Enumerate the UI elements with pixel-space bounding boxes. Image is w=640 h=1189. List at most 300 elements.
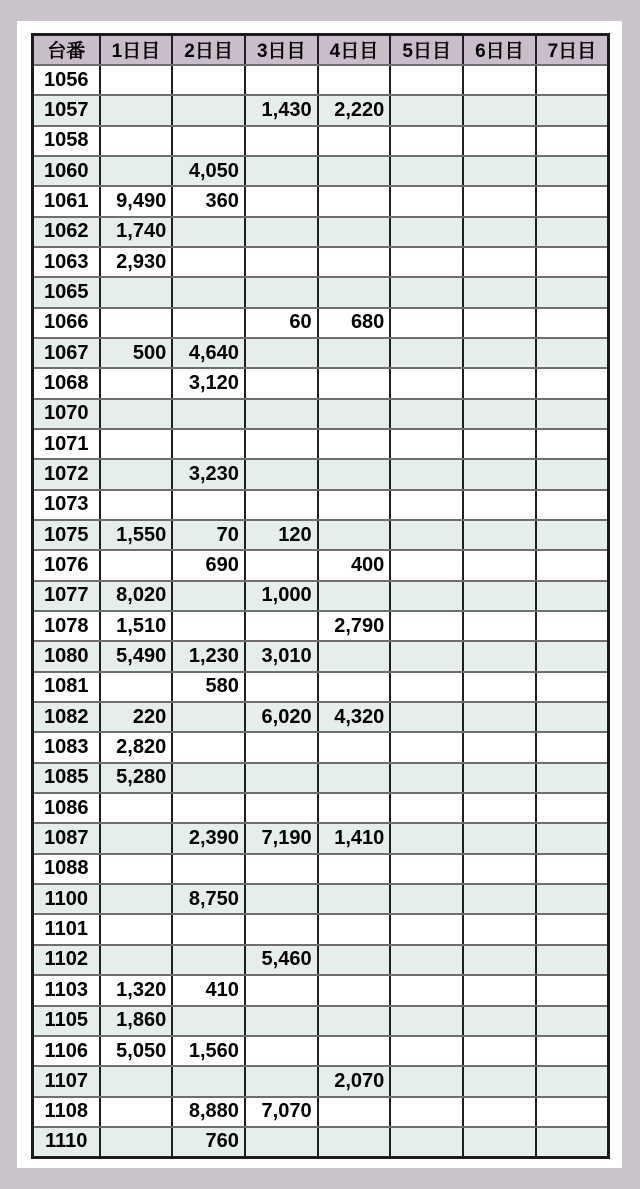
value-cell-day-5: [390, 277, 463, 307]
value-cell-day-2: [172, 126, 245, 156]
value-cell-day-4: [318, 641, 391, 671]
column-header-day-7: 7日目: [536, 35, 609, 65]
value-cell-day-4: [318, 763, 391, 793]
value-cell-day-3: 1,430: [245, 95, 318, 125]
value-cell-day-5: [390, 732, 463, 762]
value-cell-day-1: [100, 156, 173, 186]
value-cell-day-3: [245, 490, 318, 520]
value-cell-day-4: [318, 429, 391, 459]
value-cell-day-5: [390, 186, 463, 216]
table-row: [33, 1127, 609, 1157]
value-cell-day-4: [318, 1127, 391, 1157]
value-cell-day-3: 7,070: [245, 1097, 318, 1127]
value-cell-day-4: 4,320: [318, 702, 391, 732]
value-cell-day-1: 5,280: [100, 763, 173, 793]
machine-number-cell: 1058: [33, 126, 100, 156]
table-row: [33, 793, 609, 823]
machine-number-cell: 1086: [33, 793, 100, 823]
value-cell-day-6: [463, 520, 536, 550]
table-row: [33, 65, 609, 95]
value-cell-day-5: [390, 217, 463, 247]
value-cell-day-6: [463, 914, 536, 944]
value-cell-day-3: [245, 156, 318, 186]
machine-number-cell: 1057: [33, 95, 100, 125]
table-row: [33, 1036, 609, 1066]
value-cell-day-3: [245, 975, 318, 1005]
value-cell-day-6: [463, 399, 536, 429]
value-cell-day-6: [463, 429, 536, 459]
value-cell-day-2: [172, 429, 245, 459]
value-cell-day-3: 120: [245, 520, 318, 550]
value-cell-day-2: [172, 95, 245, 125]
value-cell-day-3: 60: [245, 308, 318, 338]
table-row: [33, 338, 609, 368]
machine-number-cell: 1060: [33, 156, 100, 186]
value-cell-day-2: [172, 793, 245, 823]
value-cell-day-3: [245, 217, 318, 247]
value-cell-day-4: 680: [318, 308, 391, 338]
value-cell-day-1: [100, 1127, 173, 1157]
value-cell-day-6: [463, 550, 536, 580]
machine-number-cell: 1070: [33, 399, 100, 429]
value-cell-day-6: [463, 581, 536, 611]
table-row: [33, 975, 609, 1005]
machine-number-cell: 1072: [33, 459, 100, 489]
table-row: [33, 95, 609, 125]
value-cell-day-4: [318, 793, 391, 823]
machine-number-cell: 1083: [33, 732, 100, 762]
value-cell-day-4: 2,790: [318, 611, 391, 641]
value-cell-day-7: [536, 95, 609, 125]
machine-number-cell: 1088: [33, 854, 100, 884]
value-cell-day-6: [463, 1097, 536, 1127]
table-row: [33, 1066, 609, 1096]
table-row: [33, 126, 609, 156]
value-cell-day-3: 3,010: [245, 641, 318, 671]
value-cell-day-1: [100, 945, 173, 975]
value-cell-day-2: 690: [172, 550, 245, 580]
value-cell-day-6: [463, 338, 536, 368]
value-cell-day-3: [245, 429, 318, 459]
value-cell-day-7: [536, 914, 609, 944]
value-cell-day-7: [536, 884, 609, 914]
value-cell-day-1: [100, 793, 173, 823]
value-cell-day-3: [245, 672, 318, 702]
value-cell-day-4: [318, 247, 391, 277]
value-cell-day-5: [390, 1006, 463, 1036]
value-cell-day-2: 3,120: [172, 368, 245, 398]
value-cell-day-7: [536, 126, 609, 156]
value-cell-day-4: [318, 1097, 391, 1127]
value-cell-day-7: [536, 672, 609, 702]
column-header-day-2: 2日目: [172, 35, 245, 65]
value-cell-day-1: [100, 884, 173, 914]
value-cell-day-3: [245, 126, 318, 156]
value-cell-day-2: [172, 914, 245, 944]
value-cell-day-1: 1,860: [100, 1006, 173, 1036]
value-cell-day-1: 2,930: [100, 247, 173, 277]
value-cell-day-2: [172, 945, 245, 975]
value-cell-day-7: [536, 641, 609, 671]
value-cell-day-2: [172, 581, 245, 611]
value-cell-day-7: [536, 277, 609, 307]
value-cell-day-2: 3,230: [172, 459, 245, 489]
value-cell-day-6: [463, 732, 536, 762]
value-cell-day-1: [100, 126, 173, 156]
value-cell-day-7: [536, 65, 609, 95]
value-cell-day-6: [463, 368, 536, 398]
value-cell-day-1: [100, 368, 173, 398]
value-cell-day-4: 2,220: [318, 95, 391, 125]
value-cell-day-5: [390, 1127, 463, 1157]
value-cell-day-2: 1,230: [172, 641, 245, 671]
value-cell-day-1: [100, 399, 173, 429]
value-cell-day-3: [245, 1036, 318, 1066]
value-cell-day-4: [318, 490, 391, 520]
machine-number-cell: 1062: [33, 217, 100, 247]
machine-number-cell: 1102: [33, 945, 100, 975]
value-cell-day-6: [463, 763, 536, 793]
value-cell-day-1: [100, 95, 173, 125]
value-cell-day-4: [318, 217, 391, 247]
value-cell-day-5: [390, 884, 463, 914]
value-cell-day-5: [390, 399, 463, 429]
value-cell-day-2: 580: [172, 672, 245, 702]
table-row: [33, 247, 609, 277]
value-cell-day-5: [390, 65, 463, 95]
value-cell-day-2: [172, 611, 245, 641]
value-cell-day-3: [245, 459, 318, 489]
table-row: [33, 884, 609, 914]
value-cell-day-1: [100, 854, 173, 884]
machine-number-cell: 1056: [33, 65, 100, 95]
value-cell-day-6: [463, 854, 536, 884]
value-cell-day-4: 400: [318, 550, 391, 580]
value-cell-day-6: [463, 611, 536, 641]
value-cell-day-2: [172, 399, 245, 429]
machine-number-cell: 1077: [33, 581, 100, 611]
table-row: [33, 399, 609, 429]
table-row: [33, 1006, 609, 1036]
value-cell-day-7: [536, 338, 609, 368]
value-cell-day-2: 70: [172, 520, 245, 550]
column-header-day-3: 3日目: [245, 35, 318, 65]
content-panel: [17, 21, 622, 1168]
value-cell-day-3: [245, 914, 318, 944]
table-header: [33, 35, 609, 65]
value-cell-day-7: [536, 1036, 609, 1066]
value-cell-day-3: [245, 884, 318, 914]
value-cell-day-7: [536, 368, 609, 398]
value-cell-day-1: 2,820: [100, 732, 173, 762]
value-cell-day-7: [536, 520, 609, 550]
machine-number-cell: 1071: [33, 429, 100, 459]
value-cell-day-4: [318, 945, 391, 975]
value-cell-day-6: [463, 156, 536, 186]
value-cell-day-5: [390, 975, 463, 1005]
value-cell-day-7: [536, 459, 609, 489]
value-cell-day-7: [536, 186, 609, 216]
value-cell-day-7: [536, 308, 609, 338]
value-cell-day-5: [390, 945, 463, 975]
value-cell-day-1: [100, 1066, 173, 1096]
machine-number-cell: 1080: [33, 641, 100, 671]
value-cell-day-5: [390, 702, 463, 732]
value-cell-day-7: [536, 217, 609, 247]
value-cell-day-5: [390, 581, 463, 611]
value-cell-day-6: [463, 672, 536, 702]
value-cell-day-2: [172, 247, 245, 277]
value-cell-day-1: 1,320: [100, 975, 173, 1005]
value-cell-day-2: 1,560: [172, 1036, 245, 1066]
value-cell-day-2: 2,390: [172, 823, 245, 853]
machine-number-cell: 1061: [33, 186, 100, 216]
value-cell-day-6: [463, 1066, 536, 1096]
value-cell-day-2: [172, 854, 245, 884]
value-cell-day-1: 500: [100, 338, 173, 368]
table-row: [33, 217, 609, 247]
value-cell-day-2: 8,750: [172, 884, 245, 914]
value-cell-day-4: [318, 581, 391, 611]
value-cell-day-1: 1,510: [100, 611, 173, 641]
value-cell-day-6: [463, 1006, 536, 1036]
value-cell-day-3: [245, 763, 318, 793]
value-cell-day-5: [390, 914, 463, 944]
value-cell-day-6: [463, 884, 536, 914]
value-cell-day-7: [536, 793, 609, 823]
value-cell-day-7: [536, 490, 609, 520]
machine-number-cell: 1107: [33, 1066, 100, 1096]
value-cell-day-3: [245, 247, 318, 277]
machine-number-cell: 1100: [33, 884, 100, 914]
value-cell-day-7: [536, 1097, 609, 1127]
value-cell-day-5: [390, 156, 463, 186]
value-cell-day-4: [318, 975, 391, 1005]
column-header-machine: 台番: [33, 35, 100, 65]
value-cell-day-6: [463, 1036, 536, 1066]
value-cell-day-1: [100, 308, 173, 338]
value-cell-day-5: [390, 672, 463, 702]
value-cell-day-2: [172, 732, 245, 762]
value-cell-day-2: [172, 763, 245, 793]
value-cell-day-1: [100, 429, 173, 459]
column-header-day-1: 1日目: [100, 35, 173, 65]
value-cell-day-7: [536, 732, 609, 762]
value-cell-day-6: [463, 65, 536, 95]
value-cell-day-2: [172, 702, 245, 732]
machine-number-cell: 1082: [33, 702, 100, 732]
machine-number-cell: 1105: [33, 1006, 100, 1036]
value-cell-day-5: [390, 429, 463, 459]
machine-number-cell: 1066: [33, 308, 100, 338]
value-cell-day-4: [318, 338, 391, 368]
value-cell-day-6: [463, 1127, 536, 1157]
value-cell-day-3: [245, 186, 318, 216]
value-cell-day-1: 1,550: [100, 520, 173, 550]
table-row: [33, 490, 609, 520]
value-cell-day-1: [100, 65, 173, 95]
value-cell-day-7: [536, 429, 609, 459]
value-cell-day-6: [463, 308, 536, 338]
value-cell-day-4: [318, 399, 391, 429]
value-cell-day-6: [463, 126, 536, 156]
value-cell-day-2: [172, 308, 245, 338]
value-cell-day-7: [536, 975, 609, 1005]
value-cell-day-4: [318, 1006, 391, 1036]
machine-number-cell: 1085: [33, 763, 100, 793]
machine-number-cell: 1073: [33, 490, 100, 520]
machine-number-cell: 1108: [33, 1097, 100, 1127]
value-cell-day-3: [245, 1006, 318, 1036]
value-cell-day-4: [318, 126, 391, 156]
value-cell-day-7: [536, 945, 609, 975]
value-cell-day-4: [318, 1036, 391, 1066]
value-cell-day-5: [390, 823, 463, 853]
value-cell-day-3: 7,190: [245, 823, 318, 853]
table-row: [33, 823, 609, 853]
value-cell-day-3: 5,460: [245, 945, 318, 975]
value-cell-day-3: [245, 550, 318, 580]
value-cell-day-7: [536, 247, 609, 277]
table-row: [33, 156, 609, 186]
value-cell-day-1: [100, 490, 173, 520]
value-cell-day-5: [390, 793, 463, 823]
value-cell-day-3: [245, 368, 318, 398]
value-cell-day-2: [172, 1066, 245, 1096]
value-cell-day-2: [172, 277, 245, 307]
table-row: [33, 368, 609, 398]
value-cell-day-5: [390, 1097, 463, 1127]
value-cell-day-2: 760: [172, 1127, 245, 1157]
value-cell-day-7: [536, 1127, 609, 1157]
value-cell-day-7: [536, 702, 609, 732]
table-row: [33, 854, 609, 884]
value-cell-day-3: [245, 65, 318, 95]
value-cell-day-3: [245, 1066, 318, 1096]
value-cell-day-6: [463, 945, 536, 975]
value-cell-day-7: [536, 763, 609, 793]
machine-number-cell: 1110: [33, 1127, 100, 1157]
value-cell-day-5: [390, 641, 463, 671]
value-cell-day-3: 1,000: [245, 581, 318, 611]
value-cell-day-6: [463, 277, 536, 307]
value-cell-day-1: [100, 823, 173, 853]
machine-number-cell: 1076: [33, 550, 100, 580]
table-row: [33, 641, 609, 671]
value-cell-day-5: [390, 550, 463, 580]
table-body: [33, 65, 609, 1157]
value-cell-day-1: [100, 550, 173, 580]
value-cell-day-5: [390, 1066, 463, 1096]
value-cell-day-3: [245, 611, 318, 641]
value-cell-day-7: [536, 1006, 609, 1036]
table-row: [33, 459, 609, 489]
value-cell-day-5: [390, 490, 463, 520]
value-cell-day-1: [100, 914, 173, 944]
value-cell-day-5: [390, 520, 463, 550]
value-cell-day-3: [245, 399, 318, 429]
value-cell-day-6: [463, 217, 536, 247]
column-header-day-5: 5日目: [390, 35, 463, 65]
daily-results-table: [31, 33, 610, 1159]
value-cell-day-5: [390, 611, 463, 641]
value-cell-day-2: [172, 217, 245, 247]
machine-number-cell: 1068: [33, 368, 100, 398]
value-cell-day-1: 9,490: [100, 186, 173, 216]
value-cell-day-7: [536, 550, 609, 580]
table-row: [33, 581, 609, 611]
value-cell-day-2: [172, 1006, 245, 1036]
value-cell-day-7: [536, 1066, 609, 1096]
value-cell-day-5: [390, 368, 463, 398]
table-row: [33, 550, 609, 580]
value-cell-day-3: [245, 338, 318, 368]
value-cell-day-7: [536, 156, 609, 186]
value-cell-day-1: 8,020: [100, 581, 173, 611]
table-row: [33, 611, 609, 641]
machine-number-cell: 1078: [33, 611, 100, 641]
value-cell-day-6: [463, 459, 536, 489]
value-cell-day-6: [463, 823, 536, 853]
value-cell-day-5: [390, 308, 463, 338]
value-cell-day-4: [318, 854, 391, 884]
value-cell-day-4: [318, 368, 391, 398]
value-cell-day-4: [318, 520, 391, 550]
table-row: [33, 308, 609, 338]
value-cell-day-6: [463, 975, 536, 1005]
value-cell-day-2: 4,640: [172, 338, 245, 368]
table-row: [33, 429, 609, 459]
value-cell-day-5: [390, 763, 463, 793]
table-row: [33, 763, 609, 793]
value-cell-day-1: 1,740: [100, 217, 173, 247]
value-cell-day-1: 220: [100, 702, 173, 732]
value-cell-day-3: 6,020: [245, 702, 318, 732]
column-header-day-4: 4日目: [318, 35, 391, 65]
table-row: [33, 186, 609, 216]
value-cell-day-2: 360: [172, 186, 245, 216]
machine-number-cell: 1106: [33, 1036, 100, 1066]
value-cell-day-4: [318, 884, 391, 914]
value-cell-day-5: [390, 95, 463, 125]
table-row: [33, 914, 609, 944]
value-cell-day-5: [390, 247, 463, 277]
value-cell-day-4: [318, 277, 391, 307]
value-cell-day-3: [245, 793, 318, 823]
machine-number-cell: 1087: [33, 823, 100, 853]
value-cell-day-1: [100, 459, 173, 489]
value-cell-day-2: [172, 490, 245, 520]
value-cell-day-3: [245, 277, 318, 307]
value-cell-day-4: [318, 186, 391, 216]
value-cell-day-6: [463, 641, 536, 671]
machine-number-cell: 1103: [33, 975, 100, 1005]
value-cell-day-7: [536, 581, 609, 611]
value-cell-day-3: [245, 1127, 318, 1157]
machine-number-cell: 1067: [33, 338, 100, 368]
table-row: [33, 732, 609, 762]
machine-number-cell: 1075: [33, 520, 100, 550]
value-cell-day-7: [536, 611, 609, 641]
value-cell-day-1: 5,490: [100, 641, 173, 671]
value-cell-day-6: [463, 702, 536, 732]
value-cell-day-5: [390, 126, 463, 156]
value-cell-day-1: 5,050: [100, 1036, 173, 1066]
value-cell-day-6: [463, 95, 536, 125]
machine-number-cell: 1081: [33, 672, 100, 702]
value-cell-day-2: 410: [172, 975, 245, 1005]
value-cell-day-1: [100, 1097, 173, 1127]
